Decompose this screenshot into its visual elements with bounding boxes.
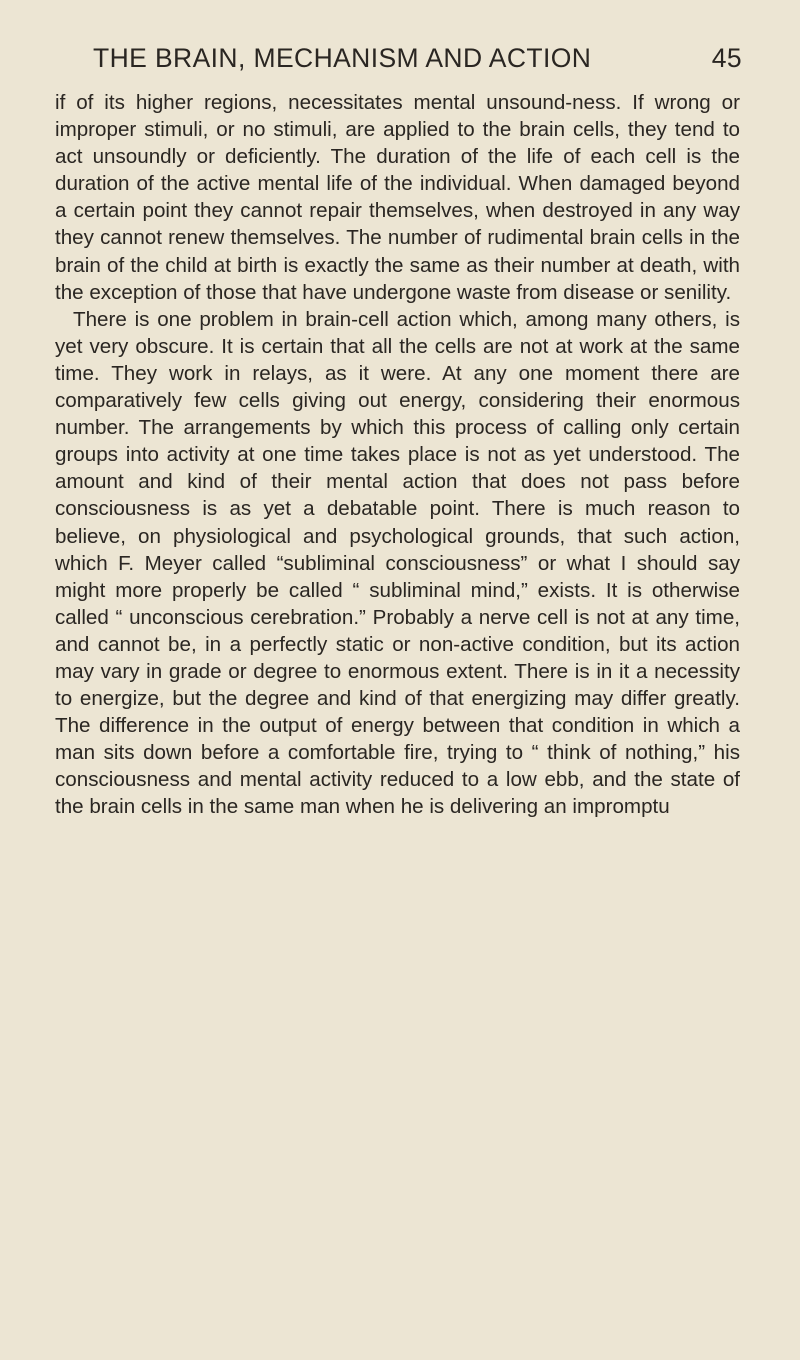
page-number: 45: [711, 43, 742, 73]
paragraph-brain-cell-problem: There is one problem in brain-cell action which, among many others, is yet very obscure. It is certain that all the cells are not at work at the same time. They work in relays, as it were. At any one moment there are comparatively few cells giving out energy, considering their enormous number. The arrangements by which this process of calling only certain groups into activity at one time takes place is not as yet understood. The amount and kind of their mental action that does not pass before consciousness is as yet a debatable point. There is much reason to believe, on physiological and psychological grounds, that such action, which F. Meyer called “subliminal consciousness” or what I should say might more properly be called “ subliminal mind,” exists. It is otherwise called “ unconscious cerebration.” Probably a nerve cell is not at any time, and cannot be, in a perfectly static or non-active condition, but its action may vary in grade or degree to enormous extent. There is in it a necessity to energize, but the degree and kind of that energizing may differ greatly. The difference in the output of energy between that condition in which a man sits down before a comfortable fire, trying to “ think of nothing,” his consciousness and mental activity reduced to a low ebb, and the state of the brain cells in the same man when he is delivering an impromptu: [55, 307, 740, 819]
body-text: [55, 89, 740, 821]
running-head: [55, 40, 740, 84]
running-title: THE BRAIN, MECHANISM AND ACTION: [93, 43, 592, 73]
paragraph-continuation: if of its higher regions, necessitates mental unsound-ness. If wrong or improper stimuli, or no stimuli, are applied to the brain cells, they tend to act unsoundly or deficiently. The duration of the life of each cell is the duration of the active mental life of the individual. When damaged beyond a certain point they cannot repair themselves, when destroyed in any way they cannot renew themselves. The number of rudimental brain cells in the brain of the child at birth is exactly the same as their number at death, with the exception of those that have undergone waste from disease or senility.: [55, 91, 740, 304]
